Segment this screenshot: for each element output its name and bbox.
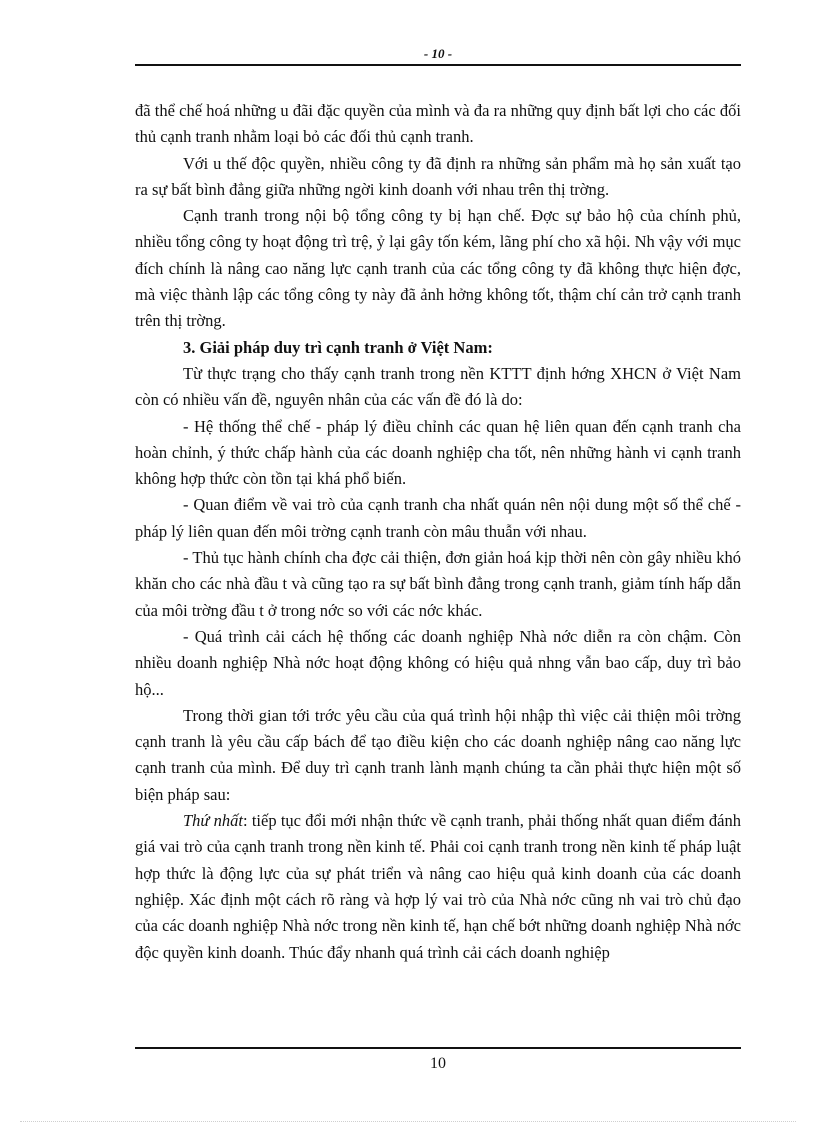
paragraph-current-state: Từ thực trạng cho thấy cạnh tranh trong nền KTTT định hớng XHCN ở Việt Nam còn có nhiều vấn đề, nguyên nhân của các vấn đề đó là do: xyxy=(135,363,741,410)
paragraph-upcoming-requirements: Trong thời gian tới trớc yêu cầu của quá trình hội nhập thì việc cải thiện môi trờng cạnh tranh là yêu cầu cấp bách để tạo điều kiện cho các doanh nghiệp nâng cao năng lực cạnh tranh của mình. Để duy trì cạnh tranh lành mạnh chúng ta cần phải thực hiện một số biện pháp sau: xyxy=(135,705,741,804)
list-item-admin-procedures: - Thủ tục hành chính cha đợc cải thiện, đơn giản hoá kịp thời nên còn gây nhiều khó khăn cho các nhà đầu t và cũng tạo ra sự bất bình đẳng trong cạnh tranh, giảm tính hấp dẫn của môi trờng đầu t ở trong nớc so với các nớc khác. xyxy=(135,548,741,620)
first-measure-text: : tiếp tục đổi mới nhận thức về cạnh tranh, phải thống nhất quan điểm đánh giá vai trò của cạnh tranh trong nền kinh tế. Phải coi cạnh tranh trong nền kinh tế pháp luật hợp thức là động lực của sự phát triển và nâng cao hiệu quả kinh doanh của các doanh nghiệp. Xác định một cách rõ ràng và hợp lý vai trò của Nhà nớc cũng nh vai trò chủ đạo của các doanh nghiệp Nhà nớc trong nền kinh tế, hạn chế bớt những doanh nghiệp Nhà nớc độc quyền kinh doanh. Thúc đẩy nhanh quá trình cải cách doanh nghiệp xyxy=(135,811,741,962)
first-measure-lead: Thứ nhất xyxy=(183,811,244,831)
page-number: 10 xyxy=(430,1055,446,1072)
section-heading: 3. Giải pháp duy trì cạnh tranh ở Việt Nam: xyxy=(183,337,493,357)
footer-rule xyxy=(135,1047,741,1049)
list-item-state-enterprise-reform: - Quá trình cải cách hệ thống các doanh nghiệp Nhà nớc diễn ra còn chậm. Còn nhiều doanh nghiệp Nhà nớc hoạt động không có hiệu quả nhng vẫn bao cấp, duy trì bảo hộ... xyxy=(135,626,741,699)
document-body xyxy=(135,98,741,966)
paragraph-first-measure xyxy=(135,808,741,966)
paragraph-monopoly-advantage: Với u thế độc quyền, nhiều công ty đã định ra những sản phẩm mà họ sản xuất tạo ra sự bất bình đẳng giữa những ngời kinh doanh với nhau trên thị trờng. xyxy=(135,153,741,199)
page-header: - 10 - xyxy=(423,46,453,61)
list-item-viewpoint: - Quan điểm về vai trò của cạnh tranh cha nhất quán nên nội dung một số thể chế - pháp lý liên quan đến môi trờng cạnh tranh còn mâu thuẫn với nhau. xyxy=(135,495,741,541)
paragraph-internal-competition: Cạnh tranh trong nội bộ tổng công ty bị hạn chế. Đợc sự bảo hộ của chính phủ, nhiều tổng công ty hoạt động trì trệ, ỷ lại gây tốn kém, lãng phí cho xã hội. Nh vậy với mục đích chính là nâng cao năng lực cạnh tranh của các tổng công ty đã không thực hiện đợc, mà việc thành lập các tổng công ty này đã ảnh hởng không tốt, thậm chí cản trở cạnh tranh trên thị trờng. xyxy=(135,206,741,331)
header-rule xyxy=(135,64,741,66)
page-edge-dotted-line xyxy=(20,1121,796,1122)
paragraph-continuation: đã thể chế hoá những u đãi đặc quyền của mình và đa ra những quy định bất lợi cho các đối thủ cạnh tranh nhằm loại bỏ các đối thủ cạnh tranh. xyxy=(135,101,741,147)
list-item-legal-system: - Hệ thống thể chế - pháp lý điều chỉnh các quan hệ liên quan đến cạnh tranh cha hoàn chỉnh, ý thức chấp hành của các doanh nghiệp cha tốt, nên những hành vi cạnh tranh không hợp thức còn tồn tại khá phổ biến. xyxy=(135,416,741,489)
